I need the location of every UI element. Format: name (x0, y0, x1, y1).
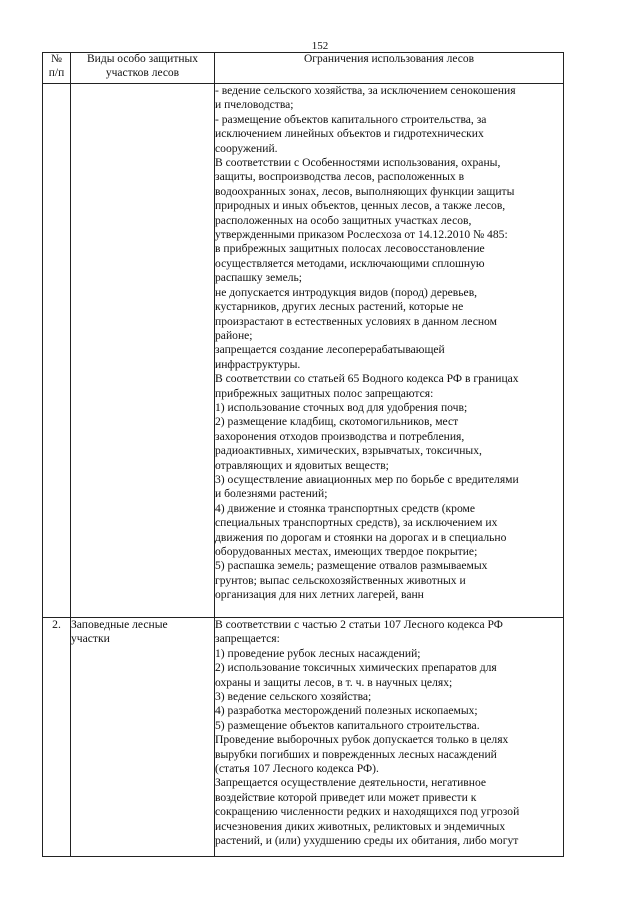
text-line: 4) разработка месторождений полезных ископаемых; (215, 704, 478, 718)
restrictions-table (42, 52, 564, 857)
text-line: радиоактивных, химических, взрывчатых, токсичных, (215, 444, 482, 458)
text-line: исчезновения диких животных, реликтовых и эндемичных (215, 819, 506, 833)
text-line: расположенных на особо защитных участках лесов, (215, 213, 472, 227)
text-line: 2) размещение кладбищ, скотомогильников, мест (215, 415, 459, 429)
text-line: 5) распашка земель; размещение отвалов размываемых (215, 559, 488, 573)
text-line: защиты, воспроизводства лесов, расположенных в (215, 170, 465, 184)
text-line: - ведение сельского хозяйства, за исключением сенокошения (215, 84, 516, 97)
text-line: грунтов; выпас сельскохозяйственных животных и (215, 573, 466, 587)
text-line: запрещается создание лесоперерабатывающей (215, 343, 445, 357)
header-restrictions: Ограничения использования лесов (215, 53, 564, 84)
header-num (43, 53, 71, 84)
text-line: водоохранных зонах, лесов, выполняющих функции защиты (215, 184, 515, 198)
text-line: сокращению численности редких и находящихся под угрозой (215, 805, 520, 819)
row-type (71, 618, 215, 857)
row-type-line-1: Заповедные лесные (71, 618, 168, 631)
text-line: движения по дорогам и стоянки на дорогах и в специально (215, 530, 507, 544)
header-type-line-1: Виды особо защитных (87, 53, 198, 65)
text-line: осуществляется методами, исключающими сплошную (215, 256, 485, 270)
text-line: инфраструктуры. (215, 357, 301, 371)
header-type (71, 53, 215, 84)
text-line: кустарников, других лесных растений, которые не (215, 300, 464, 314)
text-line: В соответствии с Особенностями использования, охраны, (215, 156, 501, 170)
text-line: Запрещается осуществление деятельности, негативное (215, 776, 487, 790)
text-line: 1) проведение рубок лесных насаждений; (215, 646, 421, 660)
row-type-line-2: участки (71, 632, 110, 646)
text-line: в прибрежных защитных полосах лесовосстановление (215, 242, 485, 256)
text-line: исключением линейных объектов и гидротехнических (215, 127, 484, 141)
row-restrictions-text (215, 84, 564, 618)
text-line: вырубки погибших и поврежденных лесных насаждений (215, 747, 497, 761)
text-line: запрещается: (215, 632, 280, 646)
table-row (43, 618, 564, 857)
text-line: организация для них летних лагерей, ванн (215, 588, 424, 602)
text-line: районе; (215, 328, 253, 342)
text-line: оборудованных местах, имеющих твердое покрытие; (215, 545, 478, 558)
text-line: (статья 107 Лесного кодекса РФ). (215, 762, 379, 776)
text-line: В соответствии с частью 2 статьи 107 Лесного кодекса РФ (215, 618, 503, 631)
text-line: произрастают в естественных условиях в данном лесном (215, 314, 497, 328)
row-restrictions-text (215, 618, 564, 857)
text-line: специальных транспортных средств), за исключением их (215, 516, 498, 530)
text-line: 5) размещение объектов капитального строительства. (215, 718, 480, 732)
text-line: - размещение объектов капитального строительства, за (215, 112, 487, 126)
text-line: воздействие которой приведет или может привести к (215, 790, 477, 804)
header-num-line-2: п/п (48, 66, 65, 79)
text-line: охраны и защиты лесов, в т. ч. в научных целях; (215, 675, 453, 689)
text-line: распашку земель; (215, 271, 303, 285)
text-line: 3) ведение сельского хозяйства; (215, 690, 372, 704)
text-line: Проведение выборочных рубок допускается только в целях (215, 733, 509, 747)
text-line: В соответствии со статьей 65 Водного кодекса РФ в границах (215, 372, 519, 386)
header-type-line-2: участков лесов (105, 66, 180, 79)
row-number: 2. (43, 618, 71, 857)
text-line: сооружений. (215, 141, 278, 155)
text-line: 4) движение и стоянка транспортных средств (кроме (215, 501, 476, 515)
row-type (71, 84, 215, 618)
text-line: и пчеловодства; (215, 98, 294, 112)
row-number (43, 84, 71, 618)
text-line: 3) осуществление авиационных мер по борьбе с вредителями (215, 472, 519, 486)
text-line: и болезнями растений; (215, 487, 328, 501)
header-num-line-1: № (51, 53, 62, 65)
text-line: растений, и (или) ухудшению среды их обитания, либо могут (215, 834, 519, 848)
text-line: прибрежных защитных полос запрещаются: (215, 386, 434, 400)
table-header-row (43, 53, 564, 84)
text-line: не допускается интродукция видов (пород) деревьев, (215, 285, 478, 299)
text-line: захоронения отходов производства и потребления, (215, 429, 465, 443)
text-line: 1) использование сточных вод для удобрения почв; (215, 400, 468, 414)
page-number: 152 (311, 40, 329, 52)
text-line: 2) использование токсичных химических препаратов для (215, 661, 497, 675)
text-line: отравляющих и ядовитых веществ; (215, 458, 389, 472)
text-line: утвержденными приказом Рослесхоза от 14.12.2010 № 485: (215, 228, 508, 242)
text-line: природных и иных объектов, ценных лесов, а также лесов, (215, 199, 506, 213)
table-row (43, 84, 564, 618)
